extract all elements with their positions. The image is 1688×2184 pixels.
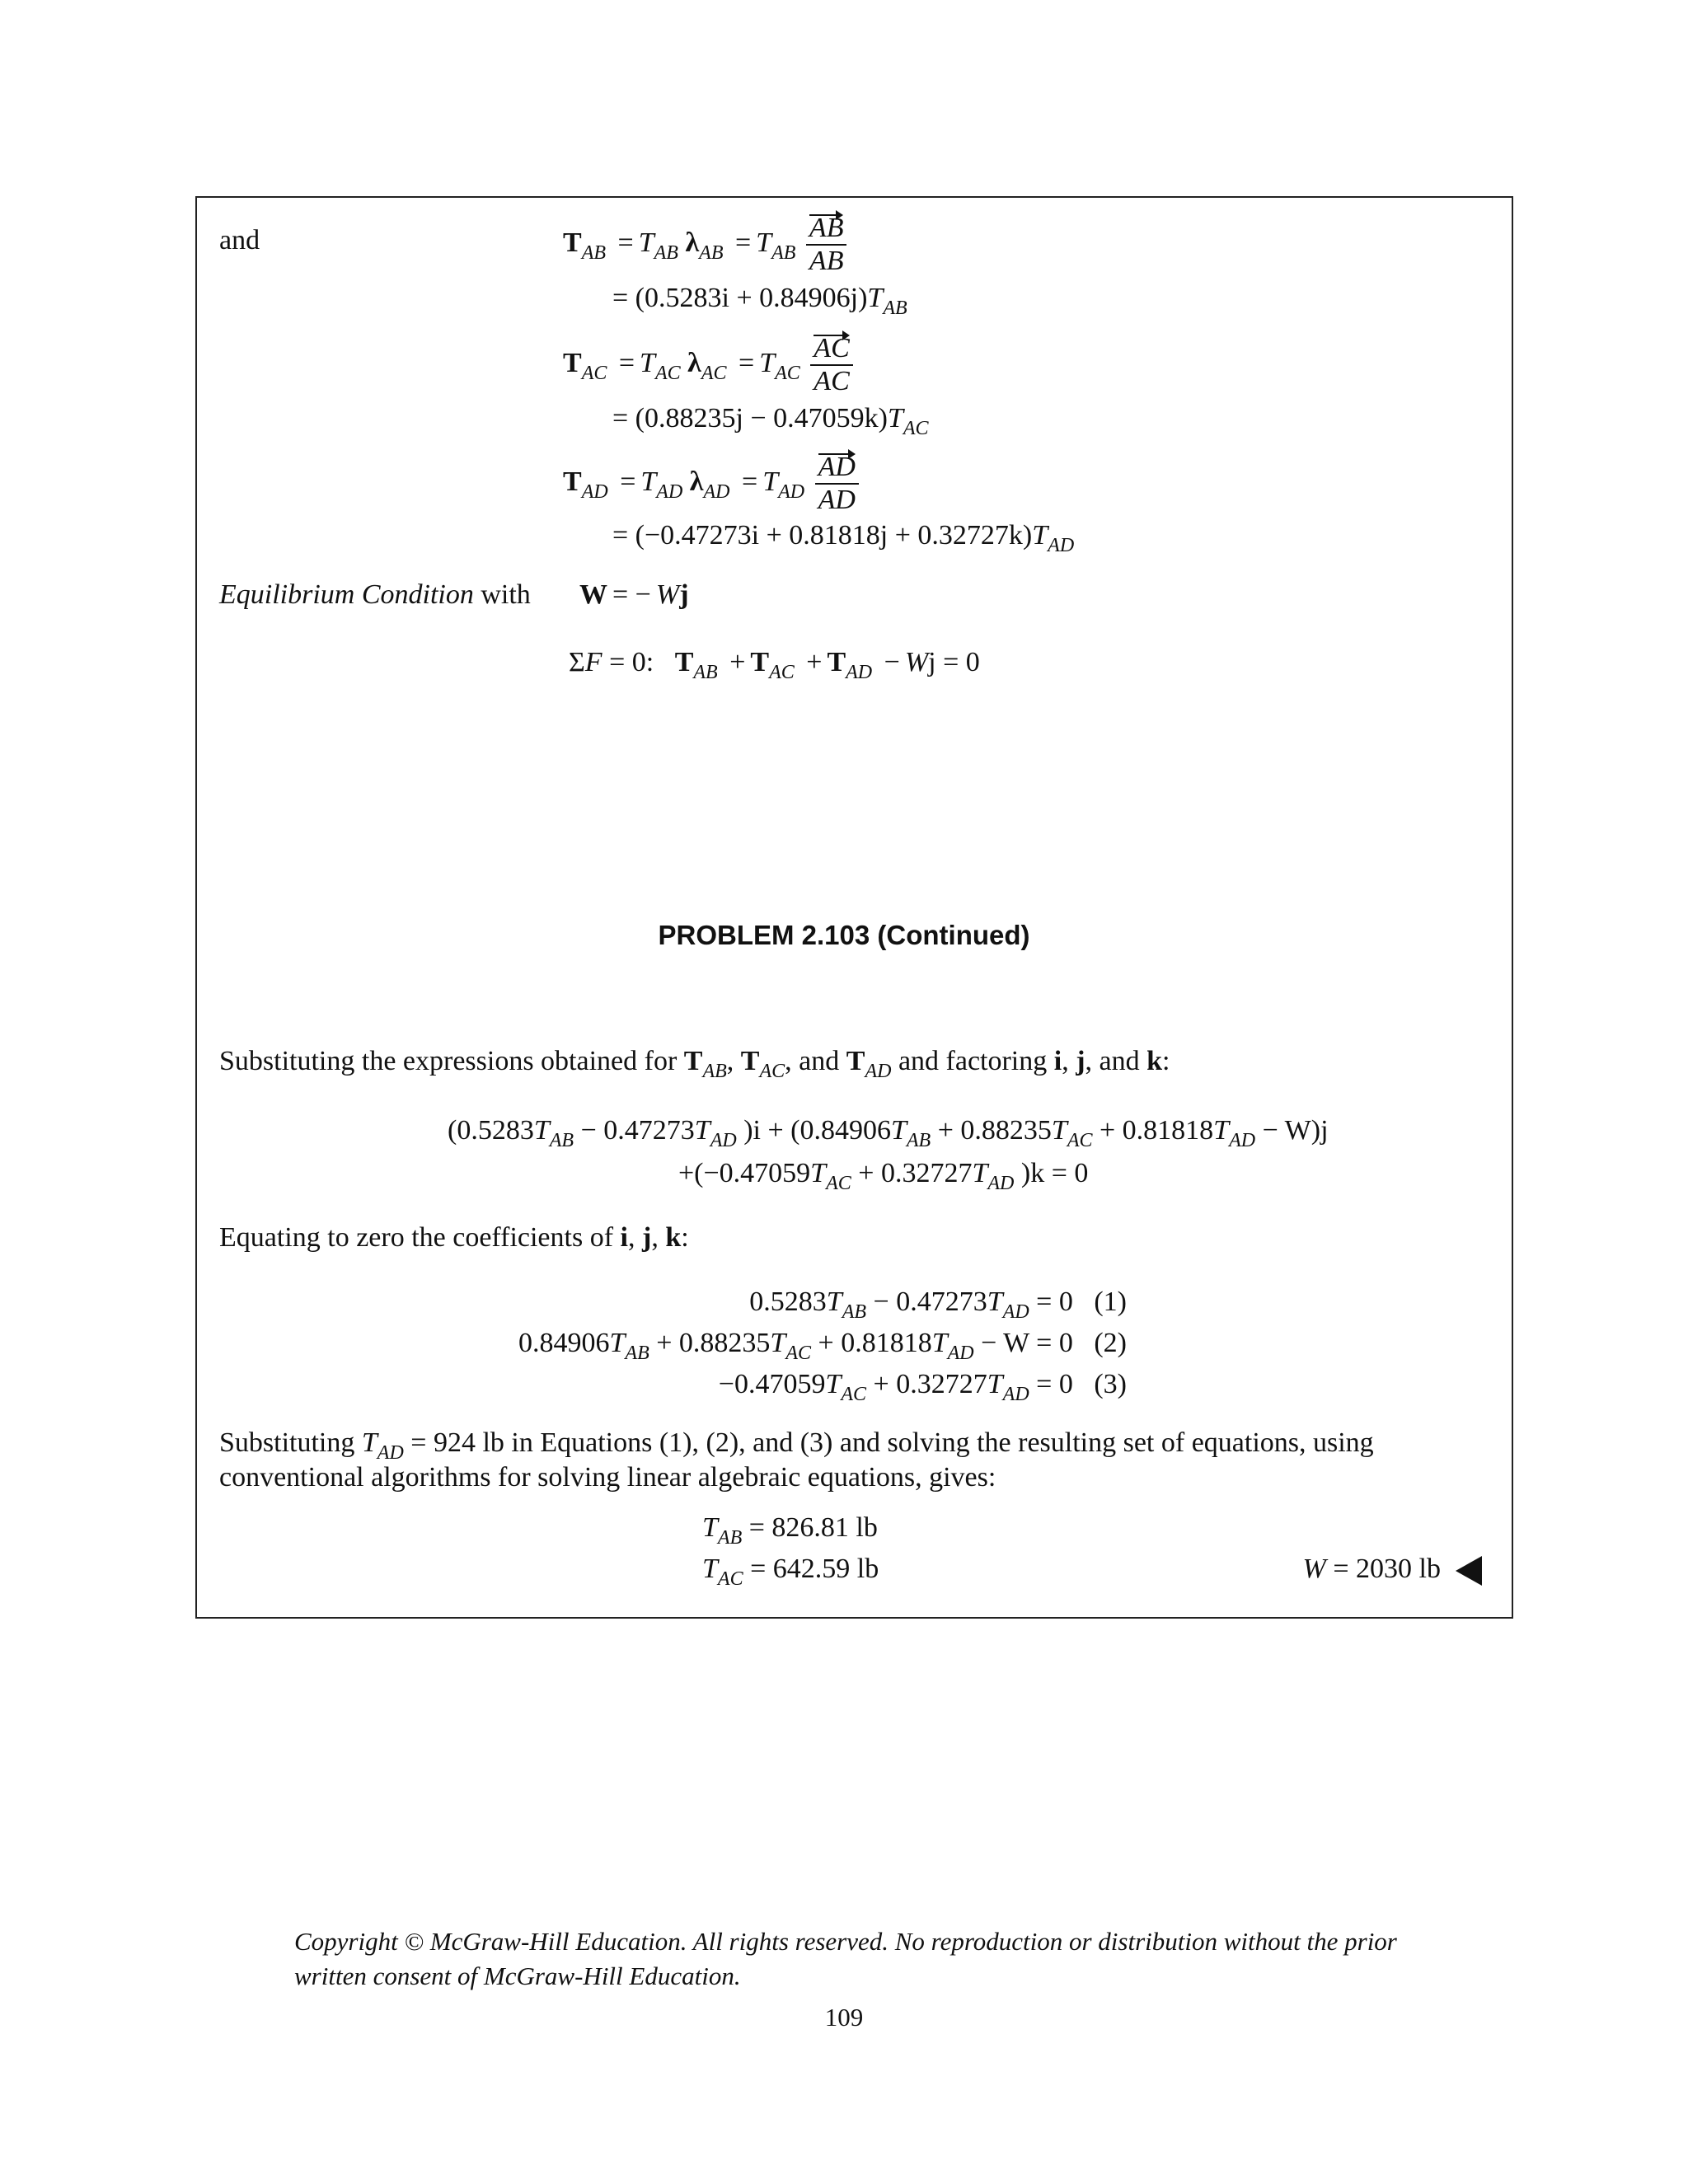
and-label: and: [219, 225, 260, 255]
result-w: W = 2030 lb: [1303, 1553, 1482, 1586]
problem-heading: PROBLEM 2.103 (Continued): [658, 920, 1030, 950]
conventional-line: conventional algorithms for solving linear algebraic equations, gives:: [219, 1462, 996, 1493]
sum-of-forces: ΣF = 0: $T_{AB} + T_{AC} + T_{AD} - Wj = 0$: [569, 647, 980, 683]
page-number: 109: [824, 2003, 864, 2032]
weight-vector: W = − Wj: [579, 579, 689, 610]
result-tac: $T_{AC} = 642.59$ lb: [702, 1554, 879, 1590]
equating-paragraph: Equating to zero the coefficients of i, j, k:: [219, 1222, 689, 1253]
equation-2: $0.84906T_{AB} + 0.88235T_{AC} + 0.81818T_{AD} - W = 0$ (2): [518, 1328, 1127, 1364]
tab-components: = $(0.5283i + 0.84906j)T_{AB}$: [612, 283, 907, 319]
equation-3: $-0.47059T_{AC} + 0.32727T_{AD} = 0$ (3): [718, 1369, 1127, 1405]
result-tab: $T_{AB} = 826.81$ lb: [702, 1512, 878, 1549]
tad-fraction: $\frac{AD}{AD}$: [815, 452, 859, 516]
equilibrium-label: Equilibrium Condition with: [219, 579, 531, 610]
copyright-notice: Copyright © McGraw-Hill Education. All rights reserved. No reproduction or distribution without the prior written consent of McGraw-Hill Education.: [294, 1927, 1397, 1990]
factored-equation-line1: ($0.5283T_{AB} - 0.47273T_{AD}$ )$i + (0.84906T_{AB} + 0.88235T_{AC} + 0.81818T_{AD} - W)j$: [448, 1115, 1329, 1151]
tac-definition: $T_{AC} = T_{AC}$ $\lambda_{AC} = T_{AC}$ $\frac{AC}{AC}$: [563, 333, 856, 397]
tac-fraction: $\frac{AC}{AC}$: [810, 333, 852, 397]
factored-equation-line2: $+(-0.47059T_{AC} + 0.32727T_{AD}$ )k = 0: [678, 1158, 1089, 1194]
tad-components: = $(-0.47273i + 0.81818j + 0.32727k)T_{AD}$: [612, 520, 1075, 556]
tab-fraction: $\frac{AB}{AB}$: [806, 213, 847, 277]
substituting-paragraph: Substituting the expressions obtained for $T_{AB}$, $T_{AC}$, and $T_{AD}$ and factoring i, j, and k:: [219, 1046, 1170, 1082]
tad-definition: $T_{AD} = T_{AD}$ $\lambda_{AD} = T_{AD}$ $\frac{AD}{AD}$: [563, 452, 862, 516]
tac-components: = $(0.88235j - 0.47059k)T_{AC}$: [612, 403, 929, 439]
tab-definition: $T_{AB} = T_{AB}$ $\lambda_{AB} = T_{AB}$ $\frac{AB}{AB}$: [563, 213, 850, 277]
substituting-tad-paragraph: Substituting $T_{AD} = 924$ lb in Equations (1), (2), and (3) and solving the resulting set of equations, using: [219, 1427, 1374, 1464]
answer-arrow-icon: [1456, 1556, 1482, 1586]
equation-1: $0.5283T_{AB} - 0.47273T_{AD} = 0$ (1): [749, 1286, 1127, 1323]
